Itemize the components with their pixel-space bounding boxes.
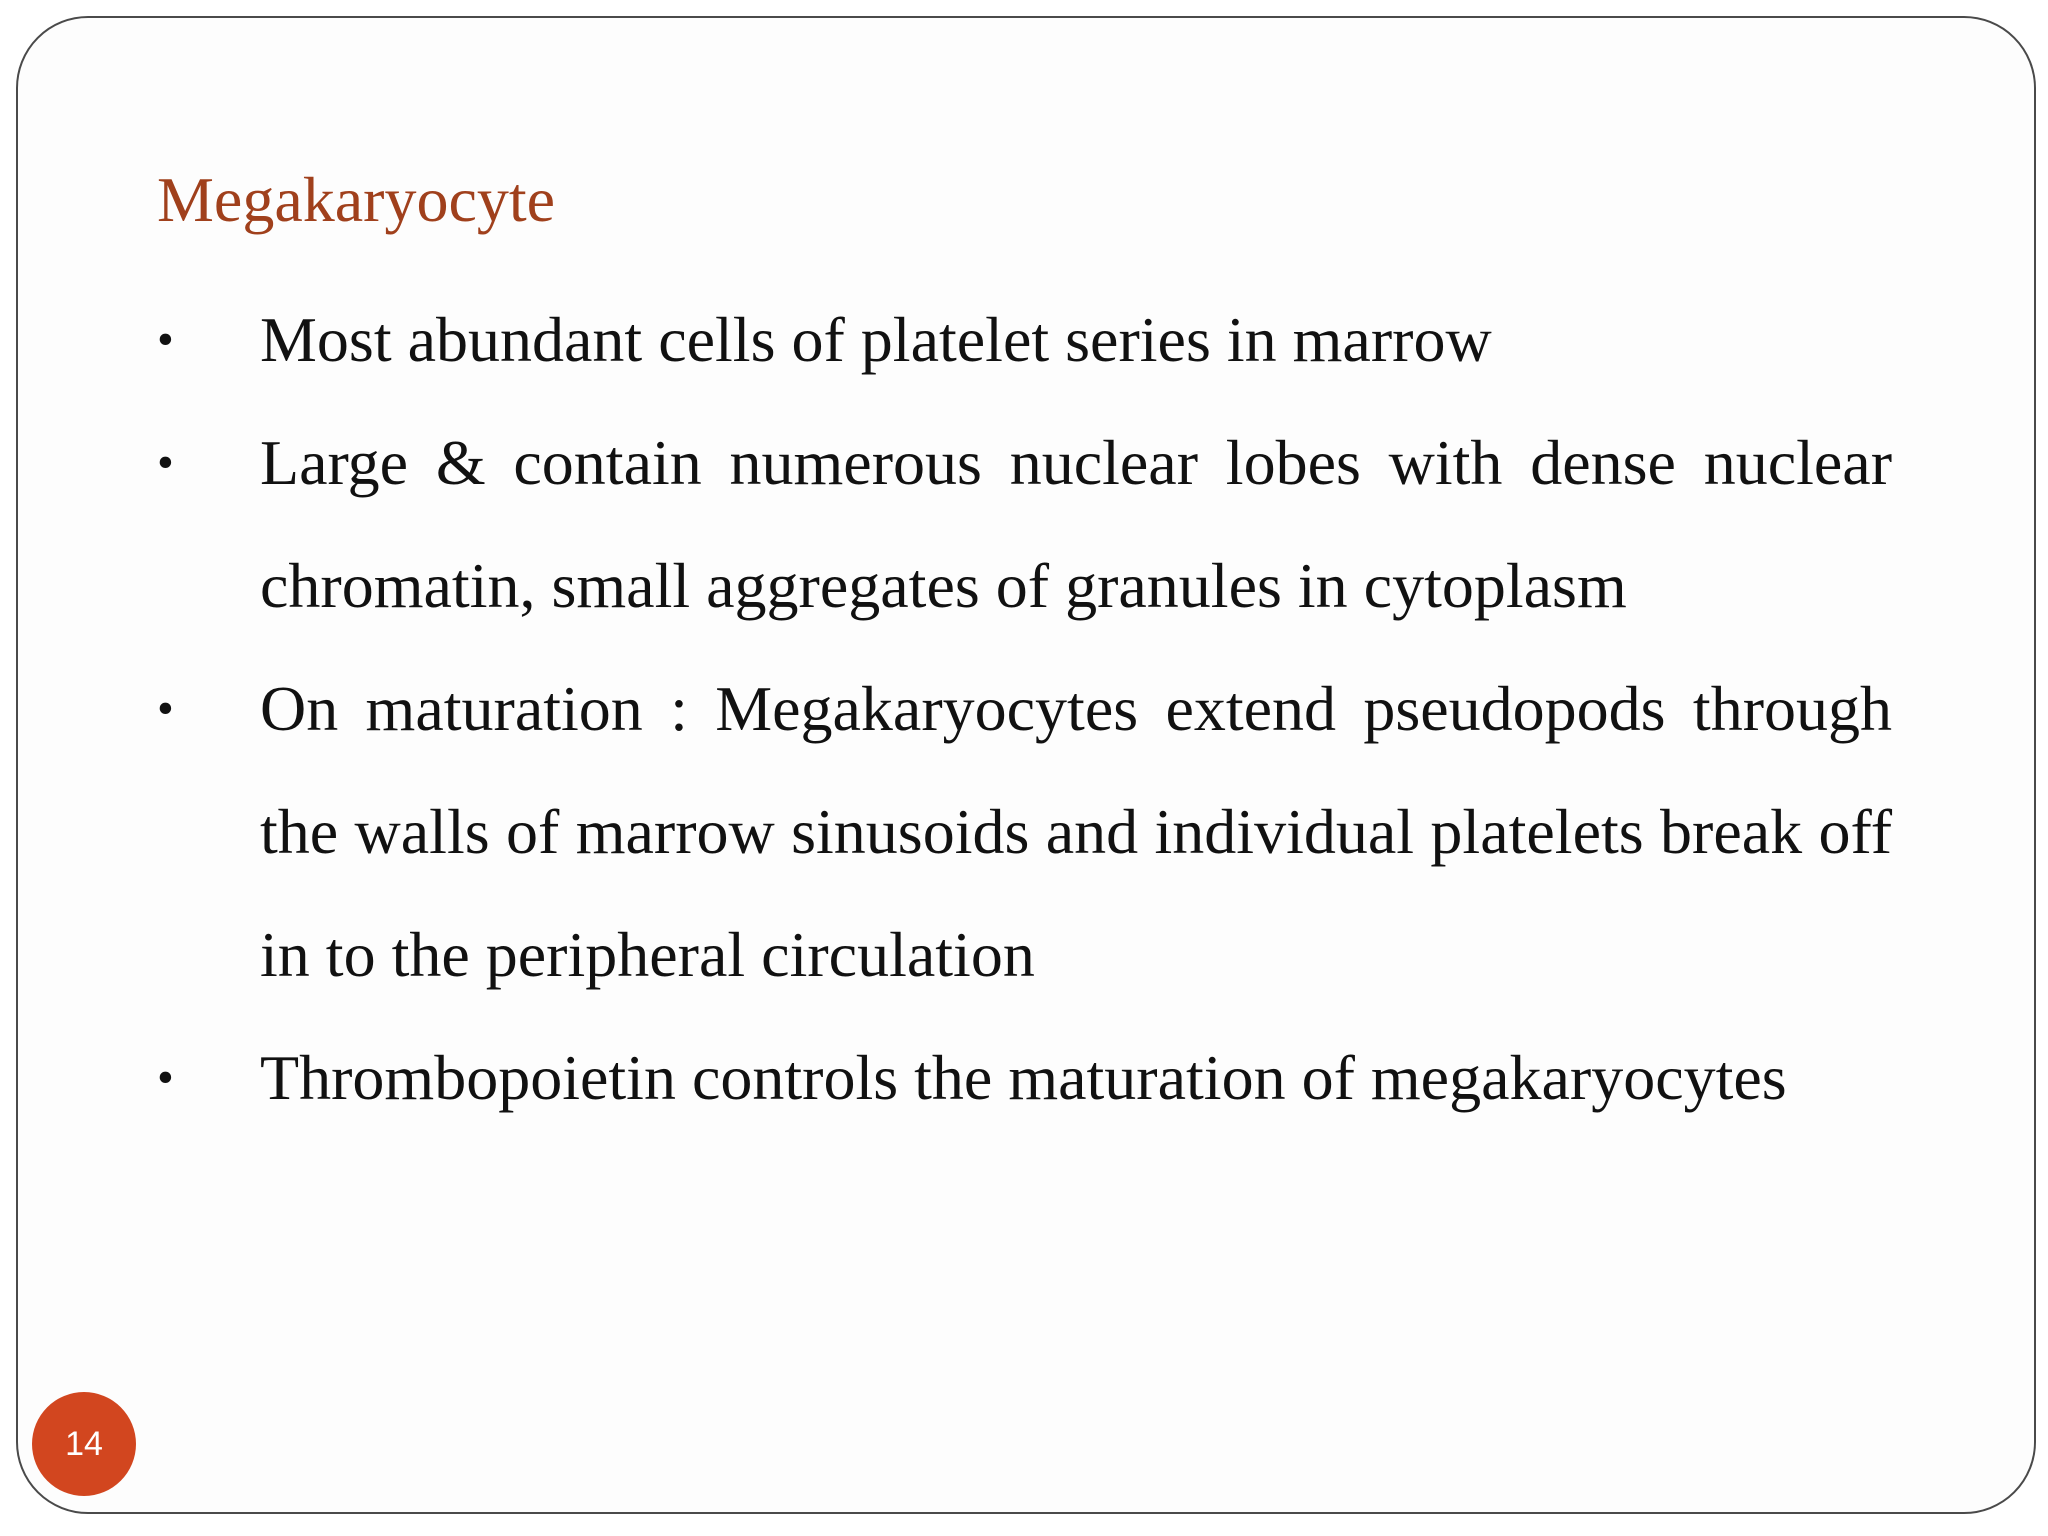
page-number-badge: 14 [32,1392,136,1496]
bullet-text: Most abundant cells of platelet series in marrow [260,304,1492,375]
bullet-icon: • [157,682,174,735]
bullet-item [157,401,1892,647]
bullet-icon: • [157,436,174,489]
bullet-icon: • [157,313,174,366]
bullet-item [157,278,1892,401]
bullet-item [157,647,1892,1016]
bullet-item [157,1016,1892,1139]
bullet-list [157,278,1892,1139]
bullet-text: Large & contain numerous nuclear lobes with dense nuclear chromatin, small aggregates of granules in cytoplasm [260,427,1892,621]
bullet-text: On maturation : Megakaryocytes extend pseudopods through the walls of marrow sinusoids and individual platelets break off in to the peripheral circulation [260,673,1892,990]
slide-title: Megakaryocyte [157,164,556,235]
bullet-text: Thrombopoietin controls the maturation of megakaryocytes [260,1042,1787,1113]
bullet-icon: • [157,1051,174,1104]
